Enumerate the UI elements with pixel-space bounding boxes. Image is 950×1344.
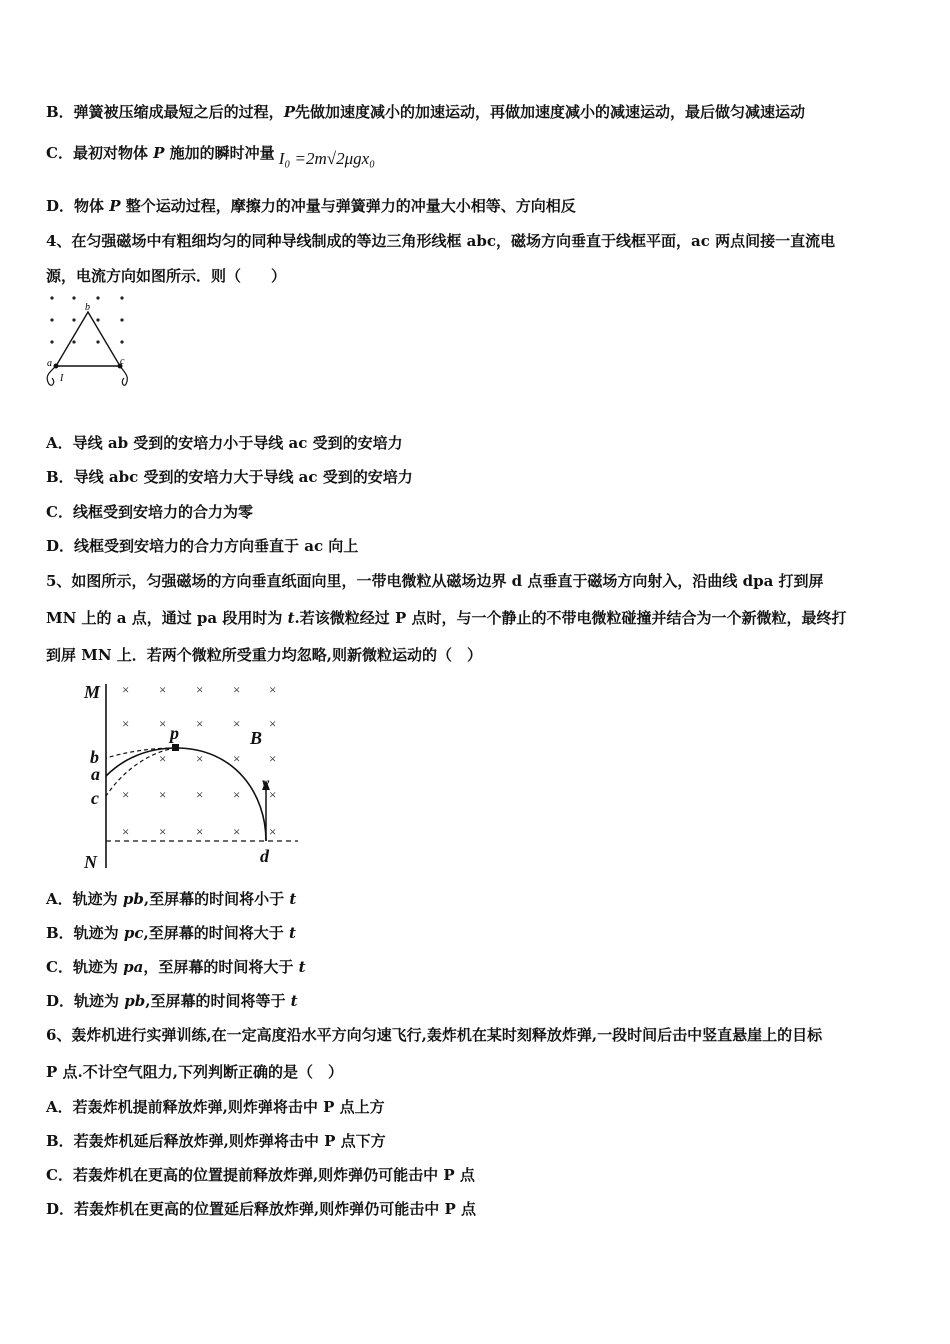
q4-stem-line2: 源，电流方向如图所示．则（ ） bbox=[46, 267, 287, 285]
svg-text:×: × bbox=[233, 751, 241, 766]
q3-option-b-text: B．弹簧被压缩成最短之后的过程， bbox=[46, 103, 284, 121]
q3-option-d-var: P bbox=[109, 197, 121, 215]
impulse-formula: I₀ =2m√2μgx₀ bbox=[278, 149, 376, 168]
svg-text:×: × bbox=[122, 682, 130, 697]
q5-option-c-text: C．轨迹为 bbox=[46, 958, 124, 976]
q5-stem-line2 bbox=[46, 608, 846, 628]
point-p-marker bbox=[172, 744, 179, 751]
q5-option-b-text-2: ,至屏幕的时间将大于 bbox=[143, 924, 289, 942]
q3-option-c-var: P bbox=[153, 144, 165, 162]
q4-option-b: B．导线 abc 受到的安培力大于导线 ac 受到的安培力 bbox=[46, 468, 413, 486]
label-m: M bbox=[84, 682, 101, 702]
q5-stem-line3: 到屏 MN 上．若两个微粒所受重力均忽略,则新微粒运动的（ ） bbox=[46, 646, 482, 664]
svg-text:×: × bbox=[269, 787, 277, 802]
label-b: b bbox=[90, 747, 99, 767]
label-p: p bbox=[170, 723, 179, 743]
label-a: a bbox=[47, 358, 52, 369]
q3-option-d bbox=[46, 196, 576, 216]
q4-triangle-figure bbox=[40, 290, 140, 390]
svg-text:×: × bbox=[269, 824, 277, 839]
svg-text:×: × bbox=[269, 716, 277, 731]
svg-text:×: × bbox=[269, 682, 277, 697]
q6-stem-line2: P 点.不计空气阻力,下列判断正确的是（ ） bbox=[46, 1063, 343, 1081]
q5-option-c-path: pa bbox=[123, 958, 144, 976]
q5-stem-line1: 5、如图所示，匀强磁场的方向垂直纸面向里，一带电微粒从磁场边界 d 点垂直于磁场方向射入，沿曲线 dpa 打到屏 bbox=[46, 572, 824, 590]
q3-option-c-text: C．最初对物体 bbox=[46, 144, 154, 162]
q4-option-c: C．线框受到安培力的合力为零 bbox=[46, 503, 253, 521]
label-field-b: B bbox=[250, 728, 263, 748]
q3-option-d-text-2: 整个运动过程，摩擦力的冲量与弹簧弹力的冲量大小相等、方向相反 bbox=[120, 197, 576, 215]
label-c: c bbox=[120, 356, 125, 367]
q5-option-b-t: t bbox=[288, 924, 296, 942]
q4-stem-line1: 4、在匀强磁场中有粗细均匀的同种导线制成的等边三角形线框 abc，磁场方向垂直于线框平面，ac 两点间接一直流电 bbox=[46, 232, 836, 250]
svg-text:×: × bbox=[233, 716, 241, 731]
svg-text:×: × bbox=[233, 682, 241, 697]
svg-text:×: × bbox=[122, 787, 130, 802]
q6-option-d: D．若轰炸机在更高的位置延后释放炸弹,则炸弹仍可能击中 P 点 bbox=[46, 1200, 476, 1218]
svg-text:×: × bbox=[122, 824, 130, 839]
q5-stem-var-t: t bbox=[287, 609, 295, 627]
q5-option-b-text: B．轨迹为 bbox=[46, 924, 124, 942]
trajectory-dpa bbox=[106, 748, 266, 841]
label-n: N bbox=[84, 852, 97, 872]
q5-option-a-text: A．轨迹为 bbox=[46, 890, 123, 908]
q5-option-a-t: t bbox=[289, 890, 297, 908]
q3-option-b-text-2: 先做加速度减小的加速运动，再做加速度减小的减速运动，最后做匀减速运动 bbox=[294, 103, 805, 121]
svg-text:×: × bbox=[159, 751, 167, 766]
current-lead-right bbox=[120, 366, 127, 385]
q5-option-d bbox=[46, 991, 298, 1011]
q5-option-a-path: pb bbox=[122, 890, 144, 908]
svg-text:×: × bbox=[196, 682, 204, 697]
q5-stem-line2-text-2: .若该微粒经过 P 点时，与一个静止的不带电微粒碰撞并结合为一个新微粒，最终打 bbox=[294, 609, 847, 627]
label-a: a bbox=[91, 764, 100, 784]
q3-option-b-var: P bbox=[283, 103, 295, 121]
svg-text:×: × bbox=[196, 751, 204, 766]
label-c: c bbox=[91, 788, 99, 808]
svg-text:×: × bbox=[233, 824, 241, 839]
svg-text:×: × bbox=[196, 716, 204, 731]
q3-option-b bbox=[46, 102, 805, 122]
q5-option-d-text: D．轨迹为 bbox=[46, 992, 125, 1010]
wire-triangle bbox=[56, 312, 120, 366]
label-v: v bbox=[262, 775, 270, 792]
q5-field-figure bbox=[80, 676, 310, 876]
svg-text:×: × bbox=[269, 751, 277, 766]
svg-text:×: × bbox=[196, 787, 204, 802]
q5-option-b-path: pc bbox=[123, 924, 144, 942]
svg-text:×: × bbox=[122, 716, 130, 731]
q5-stem-line2-text: MN 上的 a 点，通过 pa 段用时为 bbox=[46, 609, 288, 627]
label-d: d bbox=[260, 846, 269, 866]
q6-option-a: A．若轰炸机提前释放炸弹,则炸弹将击中 P 点上方 bbox=[46, 1098, 385, 1116]
svg-text:×: × bbox=[159, 716, 167, 731]
svg-text:×: × bbox=[159, 787, 167, 802]
q5-option-c-text-2: ，至屏幕的时间将大于 bbox=[143, 958, 299, 976]
label-b: b bbox=[85, 302, 90, 313]
q5-option-a bbox=[46, 889, 296, 909]
q5-option-a-text-2: ,至屏幕的时间将小于 bbox=[143, 890, 290, 908]
label-current: I bbox=[60, 373, 64, 384]
q5-option-d-path: pb bbox=[124, 992, 146, 1010]
svg-text:×: × bbox=[196, 824, 204, 839]
q5-option-c bbox=[46, 957, 306, 977]
svg-text:×: × bbox=[233, 787, 241, 802]
q4-option-d: D．线框受到安培力的合力方向垂直于 ac 向上 bbox=[46, 537, 359, 555]
q5-option-c-t: t bbox=[298, 958, 306, 976]
q5-option-d-t: t bbox=[290, 992, 298, 1010]
q5-option-d-text-2: ,至屏幕的时间将等于 bbox=[145, 992, 291, 1010]
q4-option-a: A．导线 ab 受到的安培力小于导线 ac 受到的安培力 bbox=[46, 434, 403, 452]
q5-option-b bbox=[46, 923, 296, 943]
q6-option-b: B．若轰炸机延后释放炸弹,则炸弹将击中 P 点下方 bbox=[46, 1132, 386, 1150]
svg-text:×: × bbox=[159, 824, 167, 839]
q3-option-c bbox=[46, 143, 376, 168]
svg-text:×: × bbox=[159, 682, 167, 697]
q3-option-c-text-2: 施加的瞬时冲量 bbox=[164, 144, 275, 162]
field-crosses bbox=[122, 682, 276, 839]
q3-option-d-text: D．物体 bbox=[46, 197, 110, 215]
q6-stem-line1: 6、轰炸机进行实弹训练,在一定高度沿水平方向匀速飞行,轰炸机在某时刻释放炸弹,一段时间后击中竖直悬崖上的目标 bbox=[46, 1026, 823, 1044]
q6-option-c: C．若轰炸机在更高的位置提前释放炸弹,则炸弹仍可能击中 P 点 bbox=[46, 1166, 475, 1184]
